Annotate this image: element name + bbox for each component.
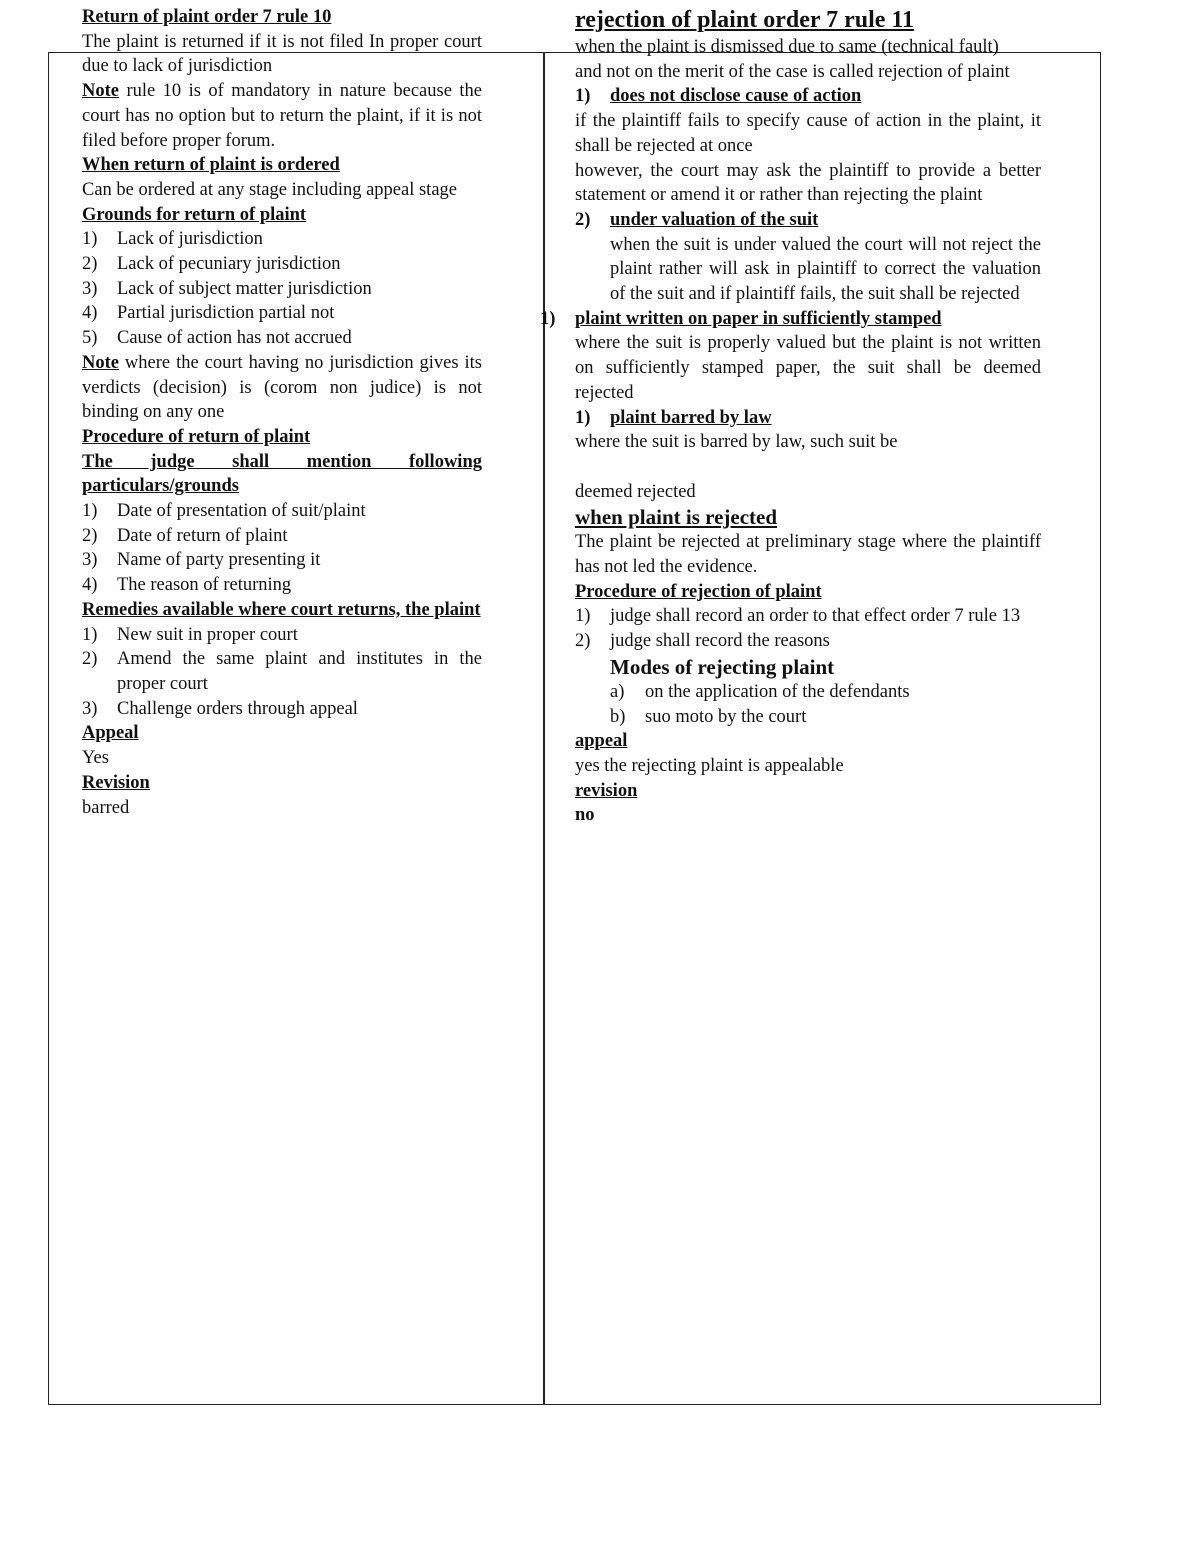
- judge-particulars-heading: The judge shall mention following particulars/grounds: [82, 451, 482, 497]
- right-appeal-text: yes the rejecting plaint is appealable: [575, 755, 844, 776]
- list-item: 3) Challenge orders through appeal: [82, 698, 358, 719]
- right-title: rejection of plaint order 7 rule 11: [575, 7, 915, 33]
- procedure-return-heading: Procedure of return of plaint: [82, 426, 311, 447]
- left-note-2: [82, 351, 482, 425]
- list-item: 1) Lack of jurisdiction: [82, 229, 263, 250]
- list-item: 2) Date of return of plaint: [82, 525, 288, 546]
- list-item: 2) Amend the same plaint and institutes in the proper court: [82, 649, 482, 694]
- list-item: 5) Cause of action has not accrued: [82, 328, 352, 349]
- list-item: 4) The reason of returning: [82, 575, 292, 596]
- blank-line: [575, 455, 1041, 480]
- note-text: where the court having no jurisdiction gives its verdicts (decision) is (corom non judice) is not binding on any one: [82, 352, 482, 423]
- modes-heading: Modes of rejecting plaint: [610, 654, 835, 679]
- column-divider: [543, 53, 545, 1404]
- ground-4-heading: 1) plaint barred by law: [575, 407, 772, 428]
- appeal-heading: Appeal: [82, 723, 139, 744]
- appeal-text: Yes: [82, 748, 109, 769]
- left-column: [82, 5, 482, 820]
- ground-3-heading: 1) plaint written on paper in sufficiently stamped: [540, 308, 942, 329]
- right-intro-1: when the plaint is dismissed due to same (technical fault): [575, 37, 999, 57]
- ground-3-text: where the suit is properly valued but the plaint is not written on sufficiently stamped paper, the suit shall be deemed rejected: [575, 333, 1041, 403]
- procedure-rejection-heading: Procedure of rejection of plaint: [575, 581, 822, 602]
- right-intro-2: and not on the merit of the case is called rejection of plaint: [575, 61, 1010, 82]
- list-item: 3) Lack of subject matter jurisdiction: [82, 278, 372, 299]
- list-item: b) suo moto by the court: [610, 706, 807, 727]
- list-item: 3) Name of party presenting it: [82, 550, 321, 571]
- list-item: 1) New suit in proper court: [82, 624, 298, 645]
- when-return-text: Can be ordered at any stage including appeal stage: [82, 179, 457, 200]
- right-revision-heading: revision: [575, 780, 638, 801]
- ground-2-heading: 2) under valuation of the suit: [575, 209, 819, 230]
- revision-heading: Revision: [82, 772, 150, 793]
- note-text: rule 10 is of mandatory in nature because the court has no option but to return the plaint, if it is not filed before proper forum.: [82, 81, 482, 151]
- right-appeal-heading: appeal: [575, 731, 628, 752]
- remedies-heading: Remedies available where court returns, the plaint: [82, 599, 481, 620]
- left-note-1: [82, 79, 482, 153]
- when-rejected-text: The plaint be rejected at preliminary stage where the plaintiff has not led the evidence.: [575, 532, 1041, 578]
- list-item: 2) judge shall record the reasons: [575, 631, 830, 652]
- grounds-heading: Grounds for return of plaint: [82, 204, 307, 225]
- right-revision-text: no: [575, 805, 595, 826]
- left-intro: The plaint is returned if it is not filed In proper court due to lack of jurisdiction: [82, 31, 482, 77]
- ground-1-text-1: if the plaintiff fails to specify cause of action in the plaint, it shall be rejected at once: [575, 111, 1041, 156]
- when-rejected-heading: when plaint is rejected: [575, 505, 778, 530]
- ground-1-text-2: however, the court may ask the plaintiff to provide a better statement or amend it or rather than rejecting the plaint: [575, 160, 1041, 206]
- ground-4-text-2: deemed rejected: [575, 481, 696, 502]
- list-item: 1) Date of presentation of suit/plaint: [82, 501, 366, 522]
- ground-1-heading: 1) does not disclose cause of action: [575, 86, 862, 107]
- when-return-heading: When return of plaint is ordered: [82, 155, 340, 176]
- ground-2-text: when the suit is under valued the court will not reject the plaint rather will ask in plaintiff to correct the valuation of the suit and if plaintiff fails, the suit shall be rejected: [610, 234, 1041, 305]
- left-title: Return of plaint order 7 rule 10: [82, 7, 332, 27]
- list-item: 2) Lack of pecuniary jurisdiction: [82, 254, 341, 275]
- list-item: 4) Partial jurisdiction partial not: [82, 303, 335, 324]
- note-label: Note: [82, 81, 119, 102]
- list-item: 1) judge shall record an order to that effect order 7 rule 13: [575, 606, 1021, 627]
- right-column: [540, 5, 1041, 828]
- list-item: a) on the application of the defendants: [610, 681, 910, 702]
- ground-4-text-1: where the suit is barred by law, such suit be: [575, 432, 898, 453]
- note-label: Note: [82, 352, 119, 373]
- revision-text: barred: [82, 797, 130, 818]
